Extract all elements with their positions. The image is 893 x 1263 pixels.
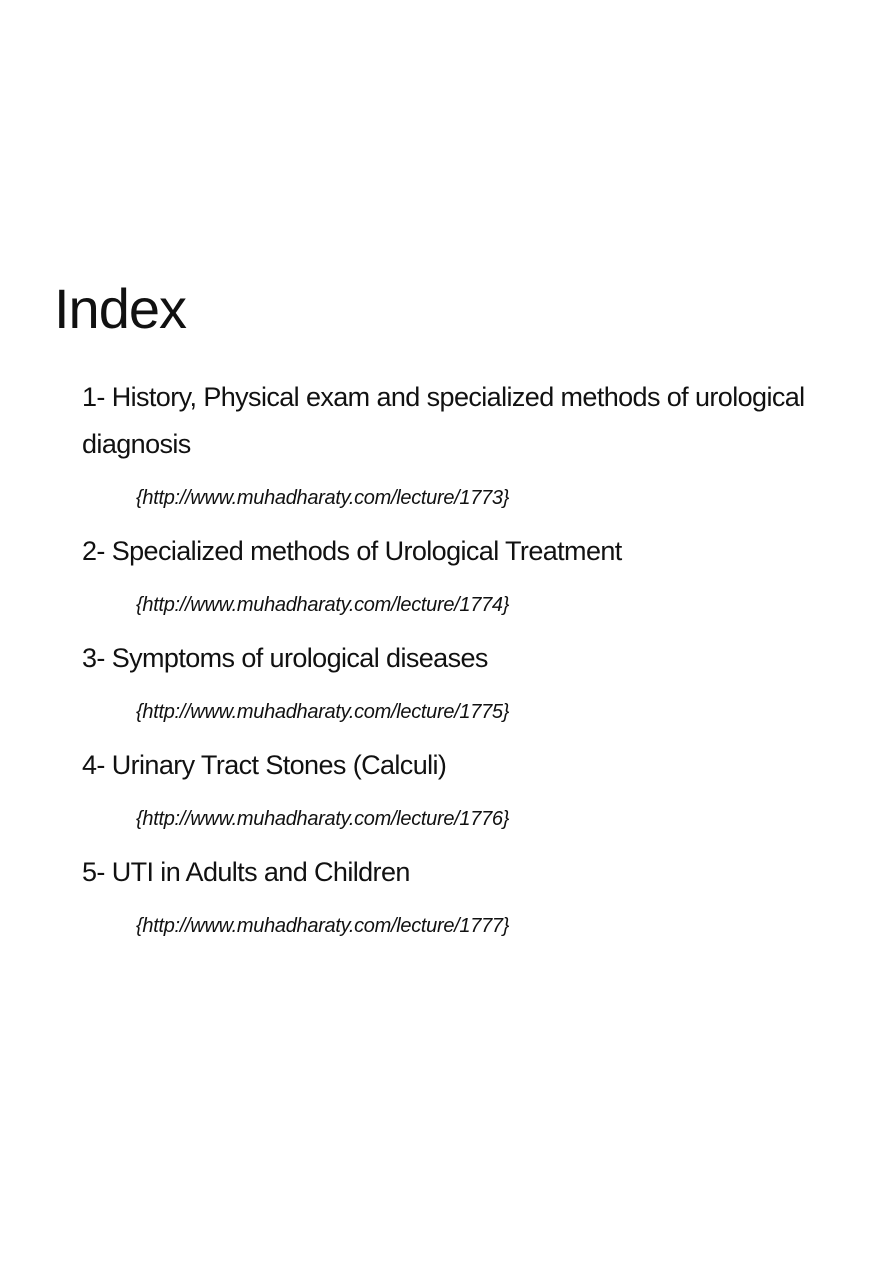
lecture-link[interactable]: {http://www.muhadharaty.com/lecture/1773} (136, 487, 510, 509)
entry-heading: 2- Specialized methods of Urological Treatment (82, 536, 622, 566)
index-entry-5 (82, 849, 842, 944)
entry-heading: 3- Symptoms of urological diseases (82, 643, 488, 673)
entry-heading: 4- Urinary Tract Stones (Calculi) (82, 750, 447, 780)
index-entry-1 (82, 374, 842, 516)
index-entry-3 (82, 635, 842, 730)
lecture-link[interactable]: {http://www.muhadharaty.com/lecture/1774} (136, 594, 510, 616)
page-title: Index (54, 277, 186, 340)
index-entry-2 (82, 528, 842, 623)
lecture-link[interactable]: {http://www.muhadharaty.com/lecture/1777} (136, 915, 510, 937)
lecture-link[interactable]: {http://www.muhadharaty.com/lecture/1775} (136, 701, 510, 723)
entry-heading: 5- UTI in Adults and Children (82, 857, 410, 887)
index-entry-4 (82, 742, 842, 837)
lecture-link[interactable]: {http://www.muhadharaty.com/lecture/1776} (136, 808, 510, 830)
index-list (82, 374, 842, 956)
entry-heading: 1- History, Physical exam and specialized methods of urological diagnosis (82, 382, 805, 459)
